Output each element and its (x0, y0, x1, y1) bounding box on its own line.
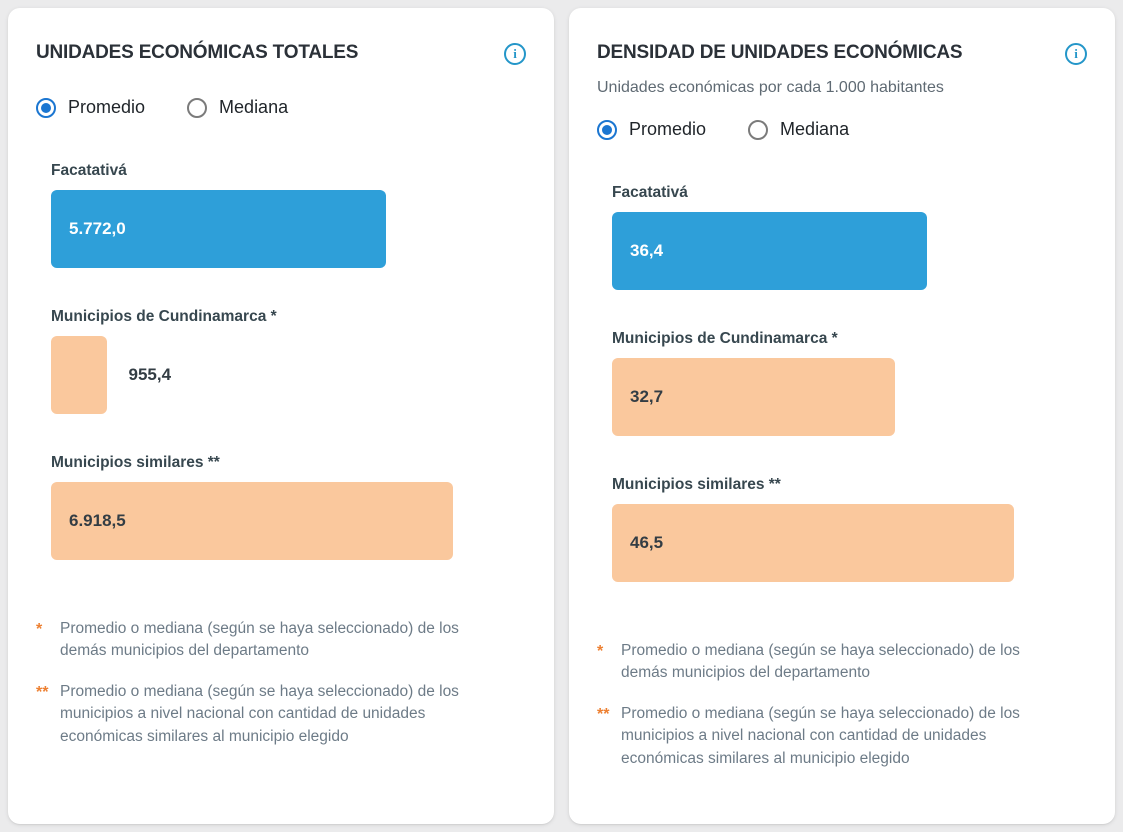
bar-label: Municipios de Cundinamarca * (51, 308, 277, 325)
footnote-text: Promedio o mediana (según se haya seleccionado) de los municipios a nivel nacional con cantidad de unidades económicas similares al municipio elegido (60, 682, 459, 745)
footnote (36, 681, 506, 748)
footnotes (36, 618, 526, 748)
card-title: DENSIDAD DE UNIDADES ECONÓMICAS (597, 42, 963, 63)
radio-label: Mediana (219, 97, 289, 117)
bar-value: 36,4 (630, 241, 664, 260)
footnote (36, 618, 506, 663)
footnote-marker: ** (597, 705, 610, 723)
bar-municipios-cundinamarca (612, 358, 895, 436)
footnote (597, 703, 1067, 770)
bar-chart-unidades-totales (36, 162, 526, 560)
bar-track (612, 358, 1014, 436)
radio-group (36, 97, 526, 118)
footnote-text: Promedio o mediana (según se haya seleccionado) de los demás municipios del departamento (621, 642, 1020, 682)
bar-track (51, 336, 453, 414)
bar-track (51, 482, 453, 560)
bar-label: Municipios similares ** (51, 454, 220, 471)
footnote-marker: ** (36, 683, 49, 701)
radio-circle-icon[interactable] (597, 120, 617, 140)
bar-row (612, 476, 1087, 582)
bar-label: Municipios de Cundinamarca * (612, 330, 838, 347)
radio-circle-icon[interactable] (36, 98, 56, 118)
footnote (597, 640, 1067, 685)
footnote-text: Promedio o mediana (según se haya seleccionado) de los municipios a nivel nacional con cantidad de unidades económicas similares al municipio elegido (621, 704, 1020, 767)
card-unidades-economicas-totales (8, 8, 554, 824)
bar-label: Facatativá (612, 184, 688, 201)
radio-circle-icon[interactable] (187, 98, 207, 118)
bar-municipios-similares (51, 482, 453, 560)
footnote-marker: * (36, 621, 43, 638)
bar-row (51, 162, 526, 268)
bar-facatativa (51, 190, 386, 268)
bar-facatativa (612, 212, 927, 290)
bar-label: Facatativá (51, 162, 127, 179)
bar-municipios-similares (612, 504, 1014, 582)
card-header (597, 42, 1087, 65)
info-icon[interactable]: i (504, 43, 526, 65)
radio-label: Promedio (68, 97, 146, 117)
radio-mediana[interactable] (187, 97, 288, 118)
bar-municipios-cundinamarca (51, 336, 107, 414)
bar-row (612, 330, 1087, 436)
footnotes (597, 640, 1087, 770)
radio-mediana[interactable] (748, 119, 849, 140)
bar-track (612, 504, 1014, 582)
bar-value: 6.918,5 (69, 511, 126, 530)
radio-circle-icon[interactable] (748, 120, 768, 140)
bar-row (51, 454, 526, 560)
bar-label: Municipios similares ** (612, 476, 781, 493)
card-densidad-unidades-economicas (569, 8, 1115, 824)
radio-group (597, 119, 1087, 140)
bar-value: 46,5 (630, 533, 664, 552)
radio-label: Mediana (780, 119, 850, 139)
bar-track (51, 190, 453, 268)
card-header (36, 42, 526, 65)
footnote-marker: * (597, 643, 604, 660)
bar-value: 32,7 (630, 387, 664, 406)
bar-track (612, 212, 1014, 290)
radio-promedio[interactable] (597, 119, 706, 140)
bar-value: 5.772,0 (69, 219, 126, 238)
card-title: UNIDADES ECONÓMICAS TOTALES (36, 42, 359, 63)
bar-chart-densidad (597, 184, 1087, 582)
radio-label: Promedio (629, 119, 707, 139)
info-icon[interactable]: i (1065, 43, 1087, 65)
footnote-text: Promedio o mediana (según se haya seleccionado) de los demás municipios del departamento (60, 620, 459, 660)
bar-value: 955,4 (128, 365, 172, 384)
bar-row (51, 308, 526, 414)
bar-row (612, 184, 1087, 290)
radio-promedio[interactable] (36, 97, 145, 118)
card-subtitle: Unidades económicas por cada 1.000 habitantes (597, 79, 944, 96)
